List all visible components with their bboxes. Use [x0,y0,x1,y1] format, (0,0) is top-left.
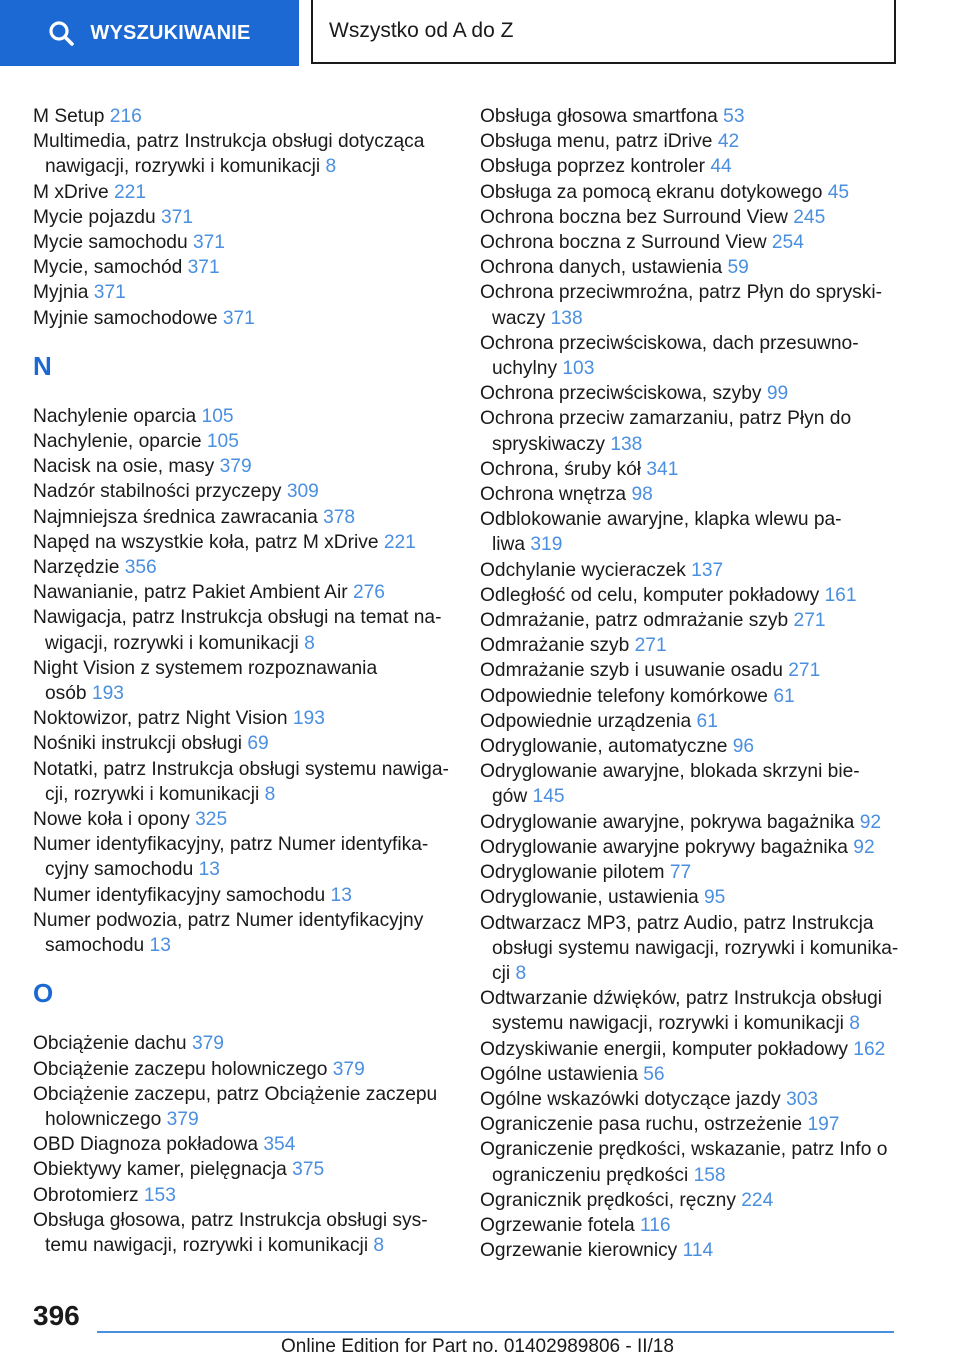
index-entry [33,908,453,958]
index-entry [480,406,920,456]
page-reference-link[interactable]: 221 [383,531,416,553]
index-entry-text: cji, rozrywki i komunikacji [45,783,265,805]
index-entry [33,1208,453,1258]
page-reference-link[interactable]: 92 [853,836,875,858]
index-entry-text: Notatki, patrz Instrukcja obsługi systemu nawiga- [33,758,449,780]
page-reference-link[interactable]: 53 [723,106,745,127]
index-entry-text: holowniczego [45,1108,167,1130]
index-entry [480,885,920,910]
page-reference-link[interactable]: 356 [124,557,157,579]
page-reference-link[interactable]: 371 [93,282,126,304]
index-entry-text: Ochrona, śruby kół [480,458,647,480]
page-reference-link[interactable]: 96 [732,736,755,758]
page-reference-link[interactable]: 162 [853,1038,886,1060]
index-entry [480,104,920,129]
index-entry-text: Nadzór stabilności przyczepy [33,481,287,503]
index-entry-text: Ograniczenie prędkości, wskazanie, patrz Info o [480,1139,888,1161]
index-entry-text: Ogrzewanie kierownicy [480,1240,683,1262]
index-entry-text: Obsługa głosowa smartfona [480,106,724,127]
index-entry [480,457,920,482]
page-reference-link[interactable]: 69 [247,733,269,755]
index-entry [33,832,453,882]
index-column-right [480,104,920,1263]
page-reference-link[interactable]: 271 [788,660,821,682]
index-entry [480,734,920,759]
index-entry-text: Obsługa za pomocą ekranu dotykowego [480,181,828,203]
page-reference-link[interactable]: 44 [710,156,732,178]
page-reference-link[interactable]: 77 [669,862,692,884]
index-entry [33,580,453,605]
index-entry-text: Night Vision z systemem rozpoznawania [33,657,378,679]
index-entry-text: samochodu [45,935,150,957]
page-reference-link[interactable]: 8 [325,156,337,178]
index-entry [33,605,453,655]
page-reference-link[interactable]: 95 [703,887,726,909]
index-entry [33,807,453,832]
page-reference-link[interactable]: 8 [304,632,315,654]
page-reference-link[interactable]: 221 [114,181,147,203]
index-entry-text: Odryglowanie, automatyczne [480,736,733,758]
section-letter: O [33,978,54,1009]
page-reference-link[interactable]: 116 [639,1214,671,1236]
index-entry-text: Ochrona wnętrza [480,484,632,506]
index-entry-text: obsługi systemu nawigacji, rozrywki i komunika- [492,937,899,959]
index-entry-text: Nachylenie, oparcie [33,431,207,453]
page-reference-link[interactable]: 8 [373,1234,385,1256]
index-entry-text: Odmrażanie, patrz odmrażanie szyb [480,610,794,632]
index-entry-text: Narzędzie [33,557,125,579]
index-entry-text: liwa [492,534,531,556]
page-reference-link[interactable]: 42 [717,131,740,153]
index-entry [33,205,453,230]
search-button-label: WYSZUKIWANIE [90,21,251,44]
page-reference-link[interactable]: 193 [91,683,124,705]
page-reference-link[interactable]: 158 [693,1164,726,1186]
index-entry-text: Nachylenie oparcia [33,405,202,427]
index-entry-text: Obciążenie zaczepu holowniczego [33,1058,333,1080]
index-entry-text: Obrotomierz [33,1184,144,1206]
page-reference-link[interactable]: 8 [264,783,276,805]
index-entry [33,1031,453,1056]
page-reference-link[interactable]: 98 [631,484,653,506]
index-entry-text: Multimedia, patrz Instrukcja obsługi dotycząca [33,131,425,153]
index-entry-text: Ochrona przeciwmroźna, patrz Płyn do spryski- [480,282,883,304]
index-entry [480,1137,920,1187]
page-number: 396 [33,1300,80,1331]
index-entry-text: Obiektywy kamer, pielęgnacja [33,1159,293,1181]
index-entry [480,558,920,583]
index-entry-text: Nośniki instrukcji obsługi [33,733,248,755]
index-entry [480,1062,920,1087]
page-reference-link[interactable]: 371 [187,257,220,279]
index-entry [33,104,453,129]
index-entry-text: Odmrażanie szyb [480,635,635,657]
index-entry [480,180,920,205]
index-entry-text: Odpowiednie urządzenia [480,710,697,732]
page-reference-link[interactable]: 153 [143,1184,176,1206]
index-entry-text: Ochrona przeciw zamarzaniu, patrz Płyn do [480,408,852,430]
index-column-left [33,104,453,1258]
page-reference-link[interactable]: 61 [696,710,718,732]
index-entry [480,280,920,330]
index-entry [480,1037,920,1062]
index-entry [480,230,920,255]
index-entry [480,482,920,507]
index-entry-text: cyjny samochodu [45,859,199,881]
page-reference-link[interactable]: 216 [109,106,142,127]
index-entry [480,810,920,835]
page-reference-link[interactable]: 137 [691,559,724,581]
index-entry [33,757,453,807]
top-navigation-bar [0,0,960,66]
page-reference-link[interactable]: 99 [766,383,789,405]
page-reference-link[interactable]: 59 [727,257,749,279]
page-reference-link[interactable]: 379 [166,1108,199,1130]
index-entry-text: Ochrona boczna z Surround View [480,232,772,254]
page-reference-link[interactable]: 371 [222,307,255,329]
index-entry-text: Odryglowanie pilotem [480,862,670,884]
edition-footer: Online Edition for Part no. 01402989806 - II/18 [281,1336,674,1357]
page-reference-link[interactable]: 8 [849,1013,860,1035]
index-entry-text: Ochrona przeciwściskowa, dach przesuwno- [480,332,859,354]
index-entry-text: Odblokowanie awaryjne, klapka wlewu pa- [480,509,842,531]
index-entry [33,180,453,205]
index-entry [33,656,453,706]
page-reference-link[interactable]: 254 [771,232,804,254]
page-reference-link[interactable]: 193 [292,708,325,730]
index-entry-text: nawigacji, rozrywki i komunikacji [45,156,326,178]
index-entry [33,230,453,255]
page-reference-link[interactable]: 303 [786,1088,819,1110]
index-entry [33,306,453,331]
page-reference-link[interactable]: 325 [195,809,228,831]
index-entry [480,331,920,381]
index-entry [480,255,920,280]
index-entry-text: Odtwarzacz MP3, patrz Audio, patrz Instrukcja [480,912,874,934]
index-entry [480,860,920,885]
search-icon [48,20,74,46]
index-entry-text: Ogólne ustawienia [480,1063,644,1085]
page-reference-link[interactable]: 145 [532,786,565,808]
index-entry-text: Mycie pojazdu [33,206,161,228]
index-entry [480,1188,920,1213]
index-entry-text: Numer podwozia, patrz Numer identyfikacyjny [33,909,424,931]
index-entry [480,1087,920,1112]
index-entry [480,205,920,230]
index-entry-text: Nawanianie, patrz Pakiet Ambient Air [33,582,353,604]
page-reference-link[interactable]: 371 [160,206,193,228]
index-entry [33,280,453,305]
page-reference-link[interactable]: 138 [550,307,583,329]
index-entry [480,633,920,658]
index-entry-text: temu nawigacji, rozrywki i komunikacji [45,1234,374,1256]
page-reference-link[interactable]: 105 [206,431,239,453]
page-reference-link[interactable]: 309 [286,481,319,503]
search-button[interactable] [0,0,299,66]
index-entry-text: Ochrona boczna bez Surround View [480,206,794,228]
index-entry-text: Mycie samochodu [33,232,193,254]
index-entry [480,381,920,406]
page-reference-link[interactable]: 13 [330,884,352,906]
page-reference-link[interactable]: 378 [323,506,356,528]
index-entry [480,759,920,809]
page-reference-link[interactable]: 224 [741,1189,774,1211]
index-entry-text: Mycie, samochód [33,257,188,279]
index-entry [33,1082,453,1132]
index-entry-text: Numer identyfikacyjny, patrz Numer identyfika- [33,834,429,856]
index-entry [33,731,453,756]
index-entry [480,658,920,683]
index-entry [480,583,920,608]
index-entry-text: Odryglowanie awaryjne, blokada skrzyni bie- [480,761,860,783]
index-entry-text: Odchylanie wycieraczek [480,559,692,581]
index-entry-text: spryskiwaczy [492,433,611,455]
page-reference-link[interactable]: 61 [773,685,795,707]
index-entry [480,507,920,557]
index-entry-text: Odtwarzanie dźwięków, patrz Instrukcja obsługi [480,988,883,1010]
page-reference-link[interactable]: 161 [824,584,857,606]
index-entry-text: Obsługa głosowa, patrz Instrukcja obsługi sys- [33,1209,428,1231]
index-entry [480,154,920,179]
index-entry-text: Odzyskiwanie energii, komputer pokładowy [480,1038,854,1060]
page-reference-link[interactable]: 103 [562,358,595,380]
index-entry [33,530,453,555]
page-reference-link[interactable]: 8 [515,962,527,984]
index-entry-text: Obciążenie dachu [33,1033,192,1055]
page-reference-link[interactable]: 13 [198,859,220,881]
page-reference-link[interactable]: 375 [292,1159,325,1181]
index-entry-text: wigacji, rozrywki i komunikacji [45,632,305,654]
page-reference-link[interactable]: 114 [682,1240,714,1262]
index-entry [480,129,920,154]
index-entry [480,1238,920,1263]
index-entry [33,555,453,580]
index-entry [480,1112,920,1137]
page-reference-link[interactable]: 271 [793,610,826,632]
index-entry [480,709,920,734]
index-entry-text: Nawigacja, patrz Instrukcja obsługi na temat na- [33,607,442,629]
index-entry [33,429,453,454]
index-entry [480,608,920,633]
index-entry-text: Myjnie samochodowe [33,307,223,329]
index-entry-text: systemu nawigacji, rozrywki i komunikacji [492,1013,850,1035]
index-entry-text: OBD Diagnoza pokładowa [33,1134,264,1156]
index-entry-text: Nowe koła i opony [33,809,196,831]
index-entry [33,1157,453,1182]
index-entry-text: Myjnia [33,282,94,304]
index-entry-text: uchylny [492,358,563,380]
index-entry-text: Ograniczenie pasa ruchu, ostrzeżenie [480,1114,808,1136]
index-entry-text: Obciążenie zaczepu, patrz Obciążenie zaczepu [33,1083,438,1105]
index-entry [480,911,920,987]
index-entry-text: Ochrona przeciwściskowa, szyby [480,383,767,405]
index-entry [480,835,920,860]
index-entry [480,1213,920,1238]
index-entry-text: ograniczeniu prędkości [492,1164,694,1186]
index-entry-text: Numer identyfikacyjny samochodu [33,884,331,906]
index-entry-text: Odryglowanie awaryjne, pokrywa bagażnika [480,811,860,833]
index-entry [33,706,453,731]
page-reference-link[interactable]: 341 [646,458,679,480]
index-entry [33,505,453,530]
index-entry-text: Odryglowanie, ustawienia [480,887,704,909]
page-reference-link[interactable]: 379 [191,1033,224,1055]
page-reference-link[interactable]: 13 [149,935,171,957]
index-entry [33,129,453,179]
page-reference-link[interactable]: 354 [263,1134,296,1156]
index-entry-text: M Setup [33,106,110,127]
index-entry-text: cji [492,962,516,984]
index-entry-text: Obsługa menu, patrz iDrive [480,131,718,153]
index-entry [33,1132,453,1157]
index-entry-text: Obsługa poprzez kontroler [480,156,711,178]
index-entry-text: Napęd na wszystkie koła, patrz M xDrive [33,531,384,553]
index-entry [33,479,453,504]
index-entry [33,404,453,429]
index-entry [33,255,453,280]
index-entry-text: osób [45,683,92,705]
index-entry [480,986,920,1036]
page-reference-link[interactable]: 105 [201,405,234,427]
index-entry-text: Ogranicznik prędkości, ręczny [480,1189,742,1211]
page-reference-link[interactable]: 319 [530,534,563,556]
page-reference-link[interactable]: 371 [192,232,225,254]
index-entry-text: Ochrona danych, ustawienia [480,257,728,279]
index-entry-text: Ogrzewanie fotela [480,1214,640,1236]
index-entry-text: Odryglowanie awaryjne pokrywy bagażnika [480,836,854,858]
index-entry-text: Ogólne wskazówki dotyczące jazdy [480,1088,787,1110]
index-entry-text: gów [492,786,533,808]
page-reference-link[interactable]: 276 [352,582,385,604]
page-reference-link[interactable]: 197 [807,1114,840,1136]
page-reference-link[interactable]: 92 [859,811,882,833]
page-reference-link[interactable]: 379 [332,1058,365,1080]
index-entry-text: Najmniejsza średnica zawracania [33,506,324,528]
index-entry-text: M xDrive [33,181,115,203]
breadcrumb[interactable]: Wszystko od A do Z [311,0,896,64]
index-entry [480,684,920,709]
index-entry-text: Odpowiednie telefony komórkowe [480,685,774,707]
index-entry-text: Noktowizor, patrz Night Vision [33,708,293,730]
index-entry-text: waczy [492,307,551,329]
page-reference-link[interactable]: 138 [610,433,643,455]
index-entry-text: Nacisk na osie, masy [33,456,220,478]
index-entry [33,454,453,479]
page-reference-link[interactable]: 271 [634,635,667,657]
footer-divider [97,1331,894,1333]
page-reference-link[interactable]: 45 [827,181,850,203]
section-letter: N [33,350,52,381]
page-reference-link[interactable]: 379 [219,456,252,478]
index-entry-text: Odmrażanie szyb i usuwanie osadu [480,660,789,682]
index-entry [33,883,453,908]
page-reference-link[interactable]: 245 [793,206,826,228]
index-entry [33,1183,453,1208]
index-entry-text: Odległość od celu, komputer pokładowy [480,584,825,606]
index-entry [33,1057,453,1082]
page-reference-link[interactable]: 56 [643,1063,665,1085]
